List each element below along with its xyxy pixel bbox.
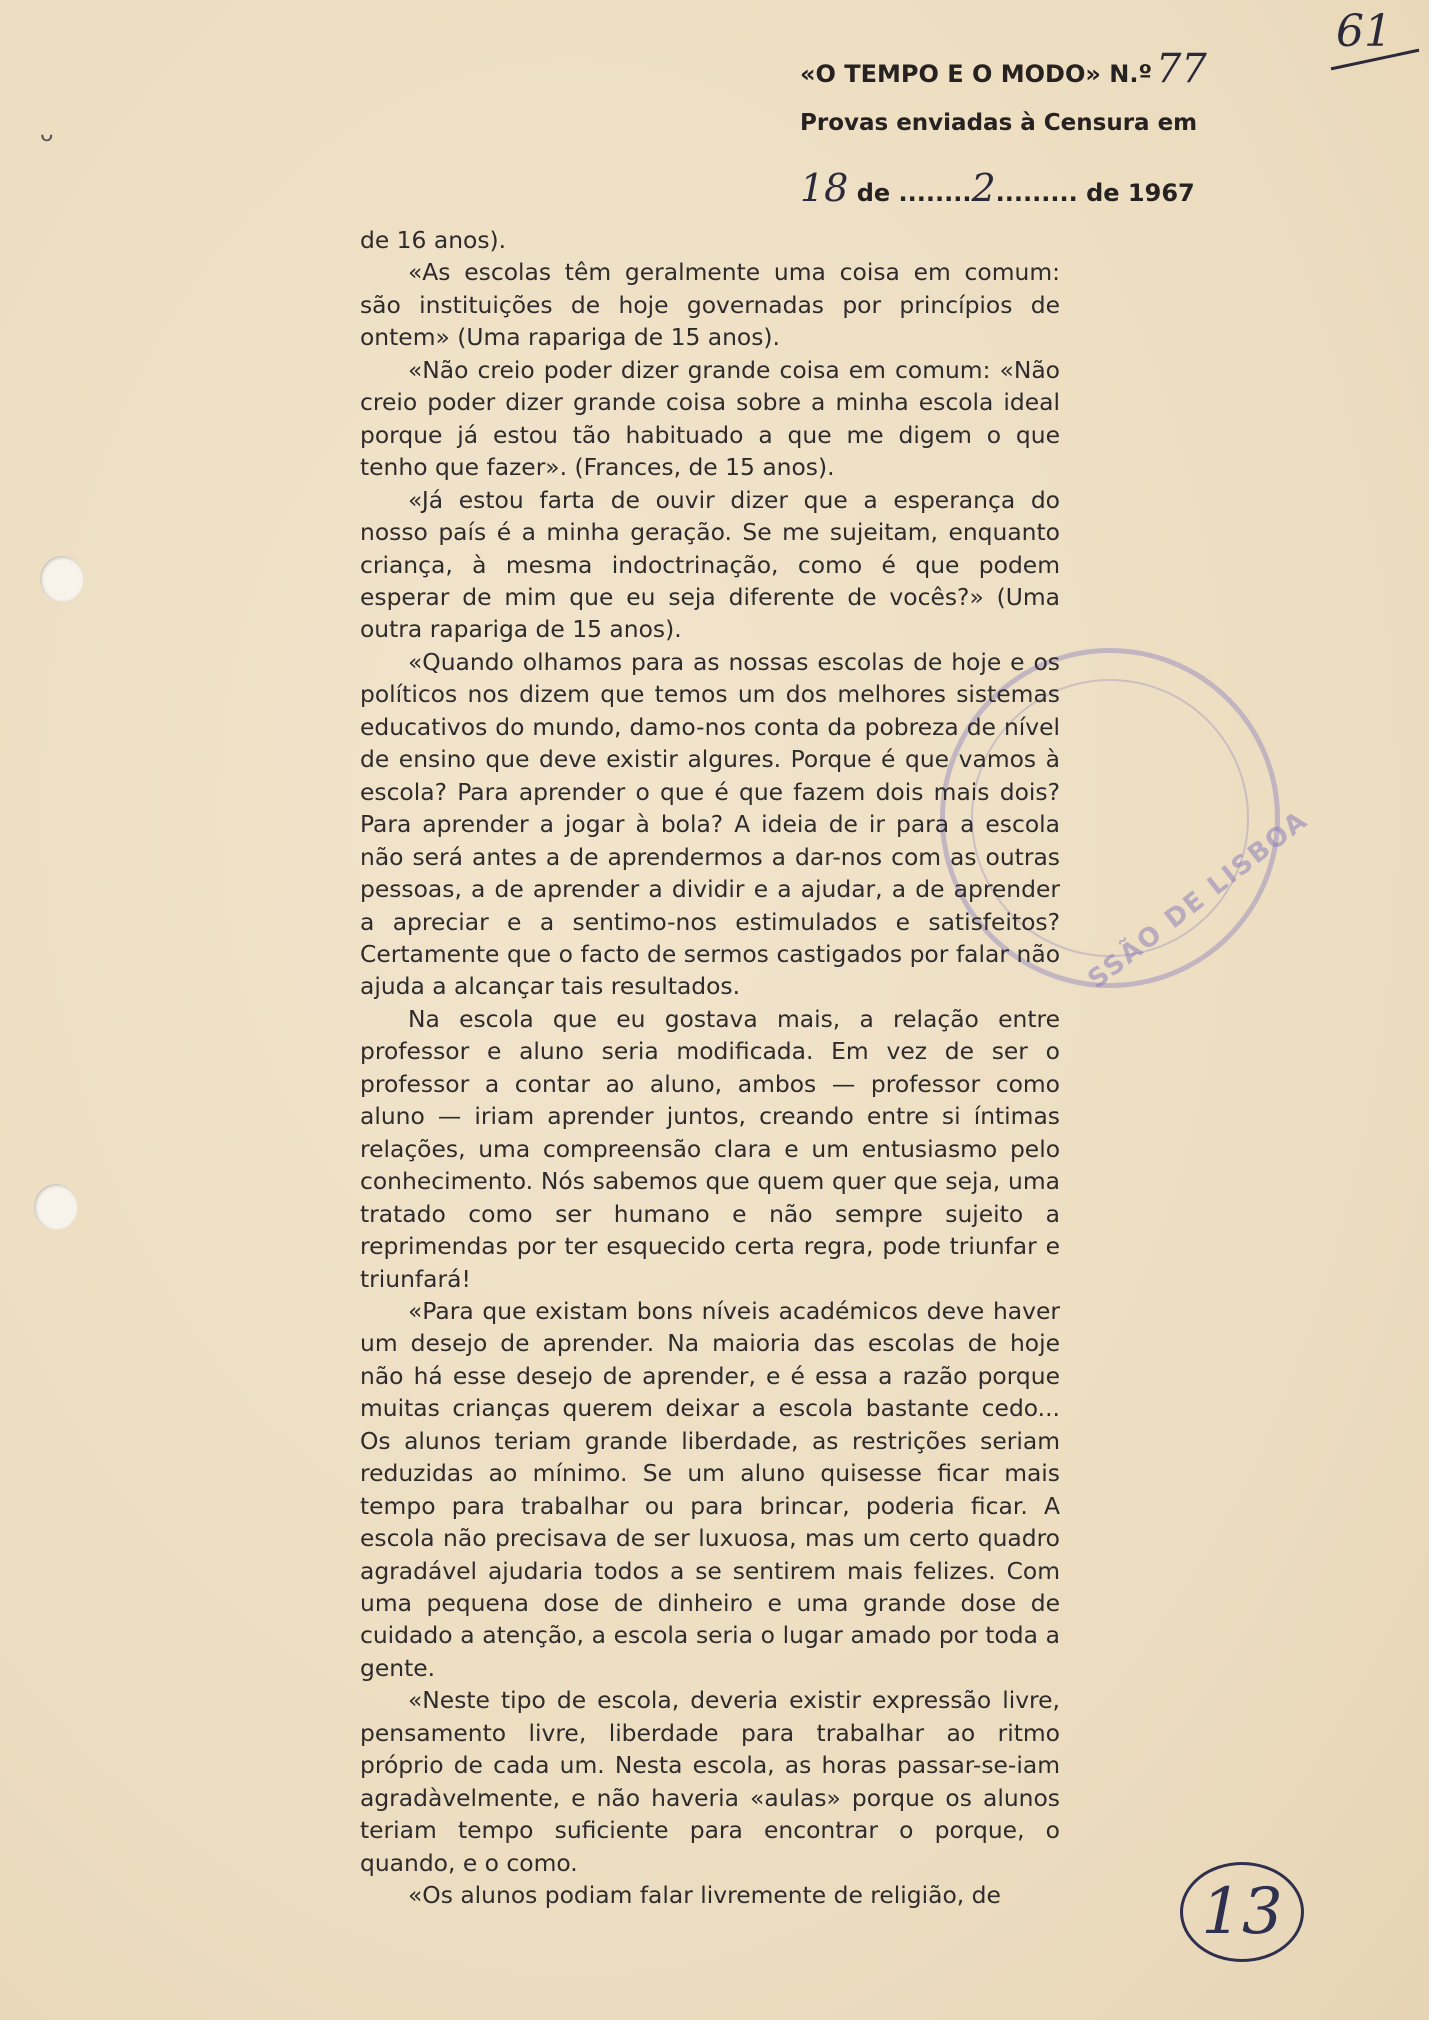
date-dots-2: .........: [995, 179, 1078, 207]
date-day: 18: [800, 166, 849, 210]
paragraph: «Já estou farta de ouvir dizer que a esperança do nosso país é a minha geração. Se me sujeitam, enquanto criança, à mesma indoctrinação, como é que podem esperar de mim que eu seja diferente de vocês?» (Uma outra rapariga de 15 anos).: [360, 485, 1060, 644]
date-month: 2: [971, 166, 996, 210]
paragraph: Na escola que eu gostava mais, a relação entre professor e aluno seria modificada. Em vez de ser o professor a contar ao aluno, ambos — professor como aluno — iriam aprender juntos, creando entre si íntimas relações, uma compreensão clara e um entusiasmo pelo conhecimento. Nós sabemos que quem quer que seja, uma tratado como ser humano e não sempre sujeito a reprimendas por ter esquecido certa regra, pode triunfar e triunfará!: [360, 1004, 1060, 1293]
paragraph: «Neste tipo de escola, deveria existir expressão livre, pensamento livre, liberdade para trabalhar ao ritmo próprio de cada um. Nesta escola, as horas passar-se-iam agradàvelmente, e não haveria «aulas» porque os alunos teriam tempo suficiente para encontrar o porque, o quando, e o como.: [360, 1686, 1060, 1877]
paragraph: «As escolas têm geralmente uma coisa em comum: são instituições de hoje governadas por princípios de ontem» (Uma rapariga de 15 anos).: [360, 258, 1060, 352]
stamp-text: SSÃO DE LISBOA: [1082, 804, 1314, 996]
paragraph: «Quando olhamos para as nossas escolas de hoje e os políticos nos dizem que temos um dos melhores sistemas educativos do mundo, damo-nos conta da pobreza de nível de ensino que deve existir algures. Porque é que vamos à escola? Para aprender o que é que fazem dois mais dois? Para aprender a jogar à bola? A ideia de ir para a escola não será antes a de aprendermos a dar-nos com as outras pessoas, a de aprender a dividir e a ajudar, a de aprender a apreciar e a sentimo-nos estimulados e satisfeitos? Certamente que o facto de sermos castigados por falar não ajuda a alcançar tais resultados.: [360, 647, 1060, 1001]
punch-hole-bottom: [34, 1184, 78, 1230]
date-de-1: de: [856, 179, 891, 207]
censorship-line: Provas enviadas à Censura em: [800, 110, 1198, 136]
page-number-circled: 13: [1180, 1862, 1304, 1962]
paragraph: «Os alunos podiam falar livremente de religião, de: [408, 1881, 1001, 1910]
date-de-2: de: [1086, 179, 1120, 207]
date-dots-1: ........: [898, 179, 972, 207]
pencil-mark: ᴗ: [40, 122, 54, 147]
date-line: [800, 166, 1195, 210]
journal-number: 77: [1155, 46, 1207, 92]
article-body: [360, 224, 1060, 1912]
date-year: 1967: [1127, 179, 1195, 207]
corner-folio-mark: 61: [1336, 6, 1392, 57]
paragraph: «Para que existam bons níveis académicos deve haver um desejo de aprender. Na maioria das escolas de hoje não há esse desejo de aprender, e é essa a razão porque muitas crianças querem deixar a escola bastante cedo... Os alunos teriam grande liberdade, as restrições seriam reduzidas ao mínimo. Se um aluno quisesse ficar mais tempo para trabalhar ou para brincar, poderia ficar. A escola não precisava de ser luxuosa, mas um certo quadro agradável ajudaria todos a se sentirem mais felizes. Com uma pequena dose de dinheiro e uma grande dose de cuidado a atenção, a escola seria o lugar amado por toda a gente.: [360, 1296, 1060, 1682]
journal-title: «O TEMPO E O MODO» N.º: [800, 60, 1152, 88]
paragraph: de 16 anos).: [360, 226, 507, 254]
punch-hole-top: [40, 556, 84, 602]
journal-header: [800, 46, 1207, 92]
paragraph: «Não creio poder dizer grande coisa em comum: «Não creio poder dizer grande coisa sobre a minha escola ideal porque já estou tão habituado a que me digem o que tenho que fazer». (Frances, de 15 anos).: [360, 355, 1060, 482]
